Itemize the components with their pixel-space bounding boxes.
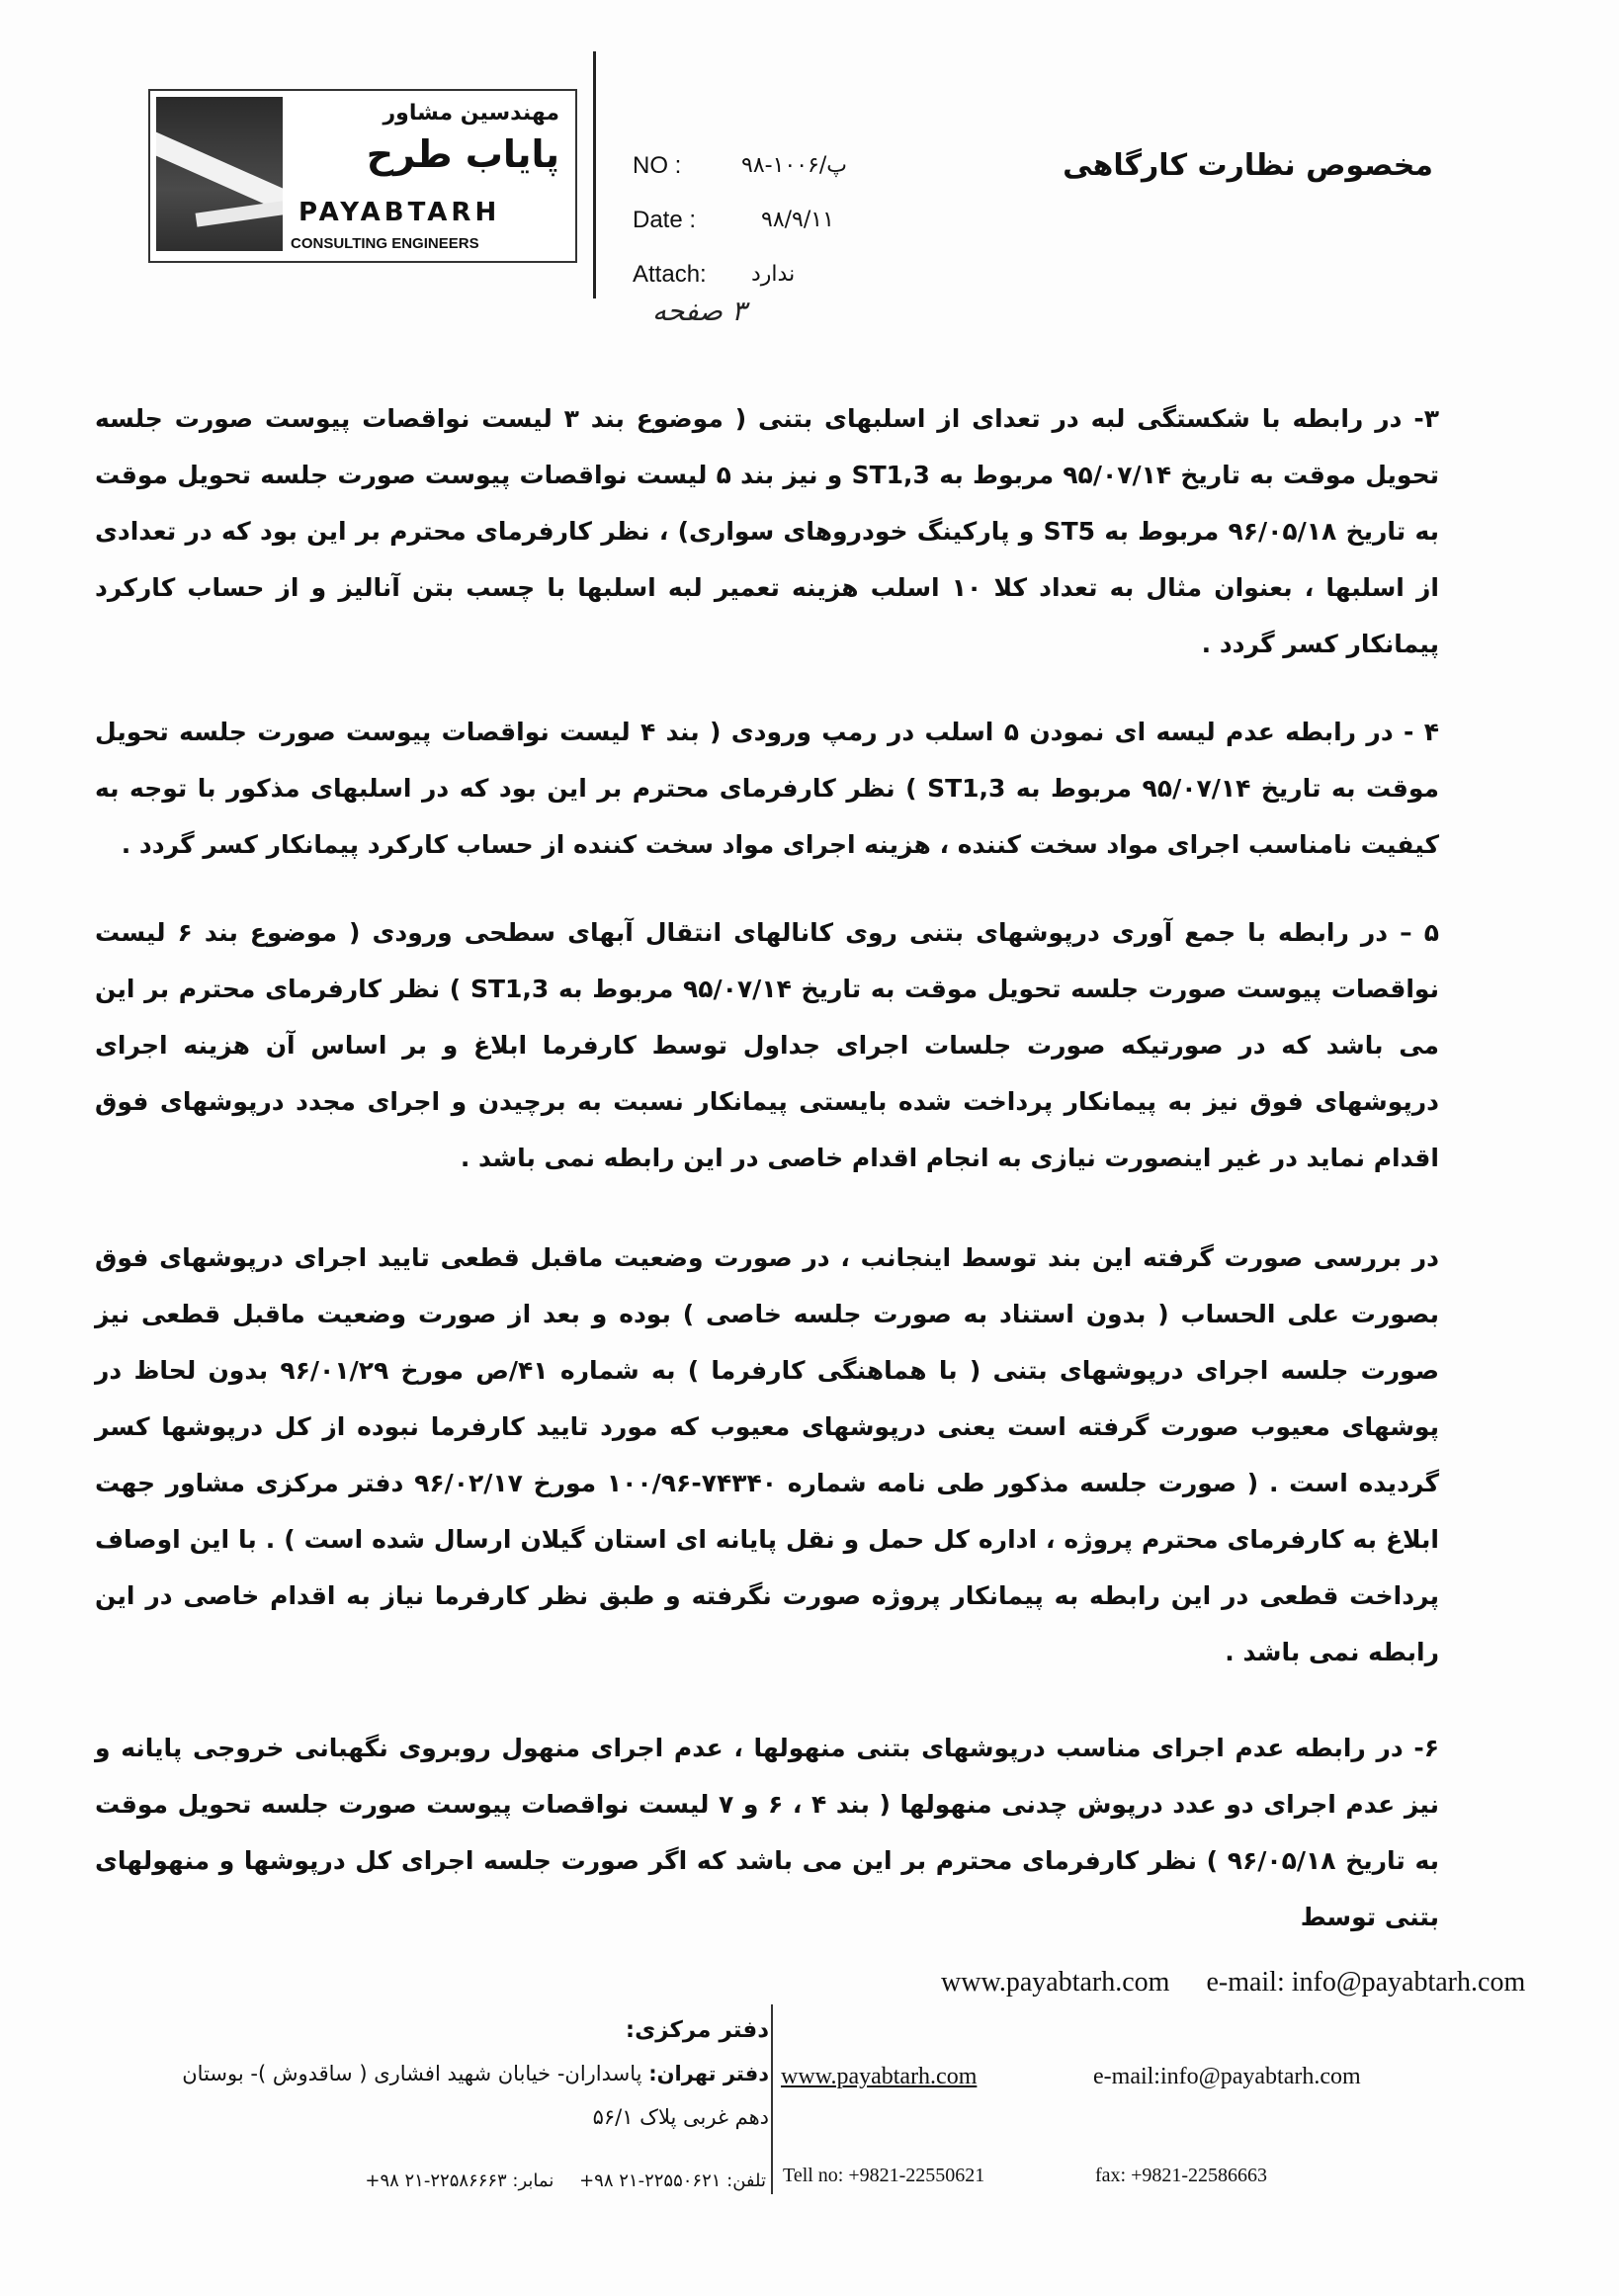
footer-website-link[interactable]: www.payabtarh.com [781,2064,978,2089]
office-address [77,2008,769,2139]
page-title: مخصوص نظارت کارگاهی [1063,148,1433,183]
logo-graphic [156,97,283,251]
footer-tel: Tell no: +9821-22550621 [783,2165,985,2186]
letter-date-row [633,193,834,247]
letter-date-label: Date : [633,207,697,233]
letter-body [95,390,1439,1983]
logo-english-subtitle: CONSULTING ENGINEERS [291,235,479,252]
tehran-address-line [77,2052,769,2095]
tehran-address: پاسداران- خیابان شهید افشاری ( ساقدوش )- بوستان [182,2062,642,2085]
letter-number-label: NO : [633,152,682,179]
handwritten-page-count: ۳ صفحه [652,295,746,327]
header-divider [593,51,596,298]
letter-number-row [633,138,847,193]
office-heading: دفتر مرکزی: [625,2017,769,2043]
footer-divider [771,2004,773,2194]
letter-attach-row [633,247,796,301]
letter-number-value: ۹۸-۱۰۰۶/پ [741,153,847,178]
footer-email[interactable]: e-mail:info@payabtarh.com [1093,2064,1361,2089]
logo-english-name: PAYABTARH [298,198,501,227]
paragraph-item-3: ۳- در رابطه با شکستگی لبه در تعدای از اسلبهای بتنی ( موضوع بند ۳ لیست نواقصات پیوست صورت جلسه تحویل موقت به تاریخ ۹۵/۰۷/۱۴ مربوط به ST1,3 و نیز بند ۵ لیست نواقصات پیوست صورت جلسه تحویل موقت به تاریخ ۹۶/۰۵/۱۸ مربوط به ST5 و پارکینگ خودروهای سواری) ، نظر کارفرمای محترم بر این بود که در تعدادی از اسلبها ، بعنوان مثال به تعداد کلا ۱۰ اسلب هزینه تعمیر لبه اسلبها با چسب بتن آنالیز و از حساب کارکرد پیمانکار کسر گردد . [95,404,1439,658]
company-logo [148,89,577,263]
footer-fax: fax: +9821-22586663 [1095,2165,1268,2186]
paragraph-item-4: ۴ - در رابطه عدم لیسه ای نمودن ۵ اسلب در رمپ ورودی ( بند ۴ لیست نواقصات پیوست صورت جلسه تحویل موقت به تاریخ ۹۵/۰۷/۱۴ مربوط به ST1,3 ) نظر کارفرمای محترم بر این بود که در اسلبهای مذکور با توجه به کیفیت نامناسب اجرای مواد سخت کننده ، هزینه اجرای مواد سخت کننده از حساب کارکرد پیمانکار کسر گردد . [95,718,1439,859]
letter-date-value: ۹۸/۹/۱۱ [761,208,834,232]
letter-meta [633,138,847,301]
paragraph-item-6: ۶- در رابطه عدم اجرای مناسب درپوشهای بتنی منهولها ، عدم اجرای منهول روبروی نگهبانی خروجی پایانه و نیز عدم اجرای دو عدد درپوش چدنی منهولها ( بند ۴ ، ۶ و ۷ لیست نواقصات پیوست صورت جلسه تحویل موقت به تاریخ ۹۶/۰۵/۱۸ ) نظر کارفرمای محترم بر این می باشد که اگر صورت جلسه اجرای کل درپوشها و منهولهای بتنی توسط [95,1734,1440,1931]
footer-persian-phones [252,2170,766,2191]
logo-persian-name: پایاب طرح [366,132,559,176]
paragraph-item-5: ۵ – در رابطه با جمع آوری درپوشهای بتنی روی کانالهای انتقال آبهای سطحی ورودی ( موضوع بند ۶ لیست نواقصات پیوست صورت جلسه تحویل موقت به تاریخ ۹۵/۰۷/۱۴ مربوط به ST1,3 ) نظر کارفرمای محترم بر این می باشد که در صورتیکه صورت جلسات اجرای جداول توسط کارفرما ابلاغ و بر اساس آن هزینه اجرای درپوشهای فوق نیز به پیمانکار پرداخت شده بایستی پیمانکار نسبت به برچیدن و اجرای مجدد درپوشهای فوق اقدام نماید در غیر اینصورت نیازی به انجام اقدام خاصی در این رابطه نمی باشد . [95,918,1439,1172]
footer-email-top[interactable]: e-mail: info@payabtarh.com [1206,1967,1526,1998]
address-line-2: دهم غربی پلاک ۵۶/۱ [592,2105,769,2129]
footer-fa-phone: تلفن: ۲۲۵۵۰۶۲۱-۲۱ ۹۸+ [579,2170,766,2191]
tehran-label: دفتر تهران: [648,2062,769,2085]
footer-web-line [941,1967,1555,1998]
footer-fa-fax: نمابر: ۲۲۵۸۶۶۶۳-۲۱ ۹۸+ [365,2170,554,2191]
paragraph-review: در بررسی صورت گرفته این بند توسط اینجانب ، در صورت وضعیت ماقبل قطعی تایید اجرای درپوشهای فوق بصورت علی الحساب ( بدون استناد به صورت جلسه خاصی ) بوده و بعد از صورت وضعیت ماقبل قطعی نیز صورت جلسه اجرای درپوشهای بتنی ( با هماهنگی کارفرما ) به شماره ۴۱/ص مورخ ۹۶/۰۱/۲۹ بدون لحاظ در پوشهای معیوب صورت گرفته است یعنی درپوشهای معیوب که مورد تایید کارفرما نبوده از کل درپوشها کسر گردیده است . ( صورت جلسه مذکور طی نامه شماره ۷۴۳۴۰-۱۰۰/۹۶ مورخ ۹۶/۰۲/۱۷ دفتر مرکزی مشاور جهت ابلاغ به کارفرمای محترم پروژه ، اداره کل حمل و نقل پایانه ای استان گیلان ارسال شده است ) . با این اوصاف پرداخت قطعی در این رابطه به پیمانکار پروژه صورت نگرفته و طبق نظر کارفرما نیاز به اقدام خاصی در این رابطه نمی باشد . [95,1243,1440,1666]
logo-persian-subtitle: مهندسین مشاور [383,101,559,126]
letter-attach-value: ندارد [751,262,796,287]
letter-attach-label: Attach: [633,261,707,288]
footer-website-top[interactable]: www.payabtarh.com [941,1967,1170,1998]
